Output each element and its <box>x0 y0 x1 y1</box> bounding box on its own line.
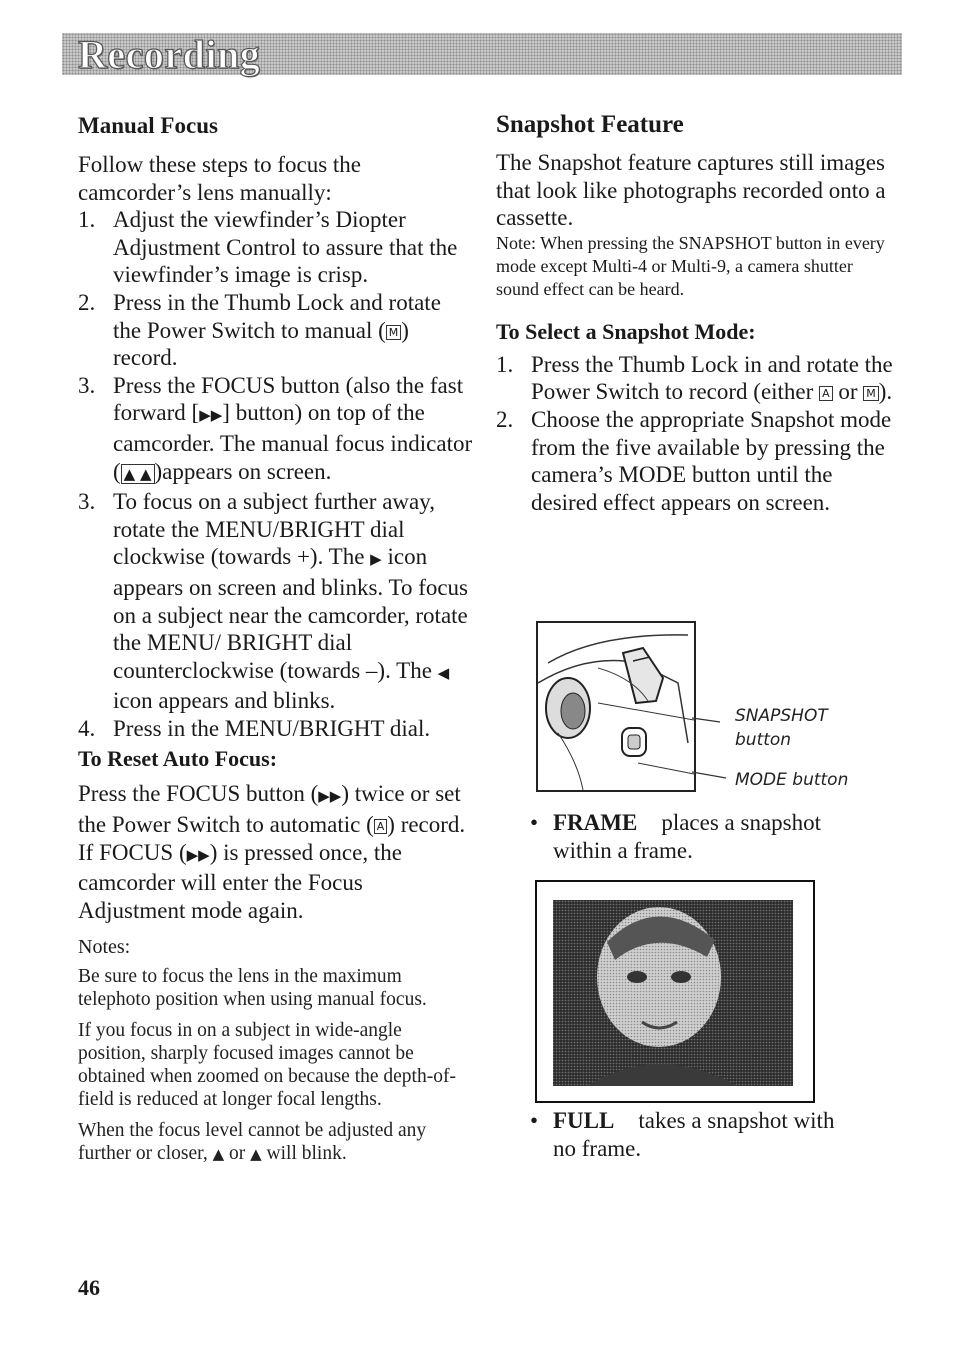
step-number: 2. <box>78 289 96 315</box>
step-text: ] button) on top of the camcorder. The manual focus indicator ( <box>113 400 473 484</box>
manual-focus-intro: Follow these steps to focus the camcorder’s lens manually: <box>78 152 361 205</box>
note-item: Be sure to focus the lens in the maximum telephoto position when using manual focus. <box>78 966 427 1011</box>
note-item: If you focus in on a subject in wide-angle position, sharply focused images cannot be obtained when zoomed on because the depth-of-field is reduced at longer focal lengths. <box>78 1020 456 1111</box>
mode-desc: places a snapshot <box>661 810 822 835</box>
bullet: • <box>530 1108 539 1133</box>
step-text: or <box>832 379 864 405</box>
mode-desc: within a frame. <box>553 837 693 863</box>
mode-full <box>496 1107 953 1162</box>
snapshot-feature-heading: Snapshot Feature <box>496 111 684 138</box>
reset-text: ) twice or set the Power Switch to automatic ( <box>78 781 461 838</box>
step-text: Press the FOCUS button (also the fast forward [ <box>113 372 464 426</box>
mode-frame <box>496 809 953 864</box>
note-text: will blink. <box>261 1143 347 1165</box>
select-mode-heading: To Select a Snapshot Mode: <box>496 318 756 344</box>
reset-text: ) record. If FOCUS ( <box>78 812 466 865</box>
auto-mode-icon: A <box>374 819 388 834</box>
fast-forward-icon: ▶▶ <box>318 787 342 806</box>
near-focus-icon: ▲ <box>212 1145 225 1164</box>
select-step-2 <box>496 406 896 516</box>
step-text: Adjust the viewfinder’s Diopter Adjustment Control to assure that the viewfinder’s image is crisp. <box>113 207 458 288</box>
step-text: icon appears and blinks. <box>113 688 336 714</box>
step-text: ) record. <box>113 317 409 371</box>
step-text: Press the Thumb Lock in and rotate the Power Switch to record (either <box>531 351 893 405</box>
step-number: 3. <box>78 489 96 515</box>
notes-heading: Notes: <box>78 936 131 959</box>
reset-auto-focus-text <box>78 780 473 924</box>
note-text: When the focus level cannot be adjusted any further or closer, <box>78 1120 427 1165</box>
camera-illustration <box>538 623 694 790</box>
focus-indicator-icon: ▲ ▲ <box>121 464 155 484</box>
step-number: 2. <box>496 406 514 432</box>
snapshot-button-label <box>735 704 828 752</box>
label-line: button <box>735 730 792 750</box>
step-number: 1. <box>496 351 514 377</box>
manual-mode-icon: M <box>863 386 879 401</box>
fast-forward-icon: ▶▶ <box>199 406 223 425</box>
step-text: Press in the Thumb Lock and rotate the Power Switch to manual ( <box>113 289 441 343</box>
select-step-1 <box>496 351 896 406</box>
far-focus-icon: ▲ <box>250 1145 262 1164</box>
snapshot-note: Note: When pressing the SNAPSHOT button in every mode except Multi-4 or Multi-9, a camera shutter sound effect can be heard. <box>496 232 885 299</box>
step-1 <box>78 206 473 289</box>
step-number: 3. <box>78 372 96 398</box>
step-3b <box>78 488 473 715</box>
mode-name: FRAME <box>553 810 638 835</box>
reset-auto-focus-heading: To Reset Auto Focus: <box>78 746 278 772</box>
frame-example-image <box>535 880 815 1103</box>
step-text: icon appears on screen and blinks. To focus on a subject near the camcorder, rotate the MENU/ BRIGHT dial counterclockwise (towards –). The <box>113 544 469 683</box>
step-2 <box>78 289 473 372</box>
step-number: 4. <box>78 715 96 741</box>
right-column <box>496 111 896 516</box>
step-number: 1. <box>78 207 96 233</box>
note-item <box>78 1119 473 1166</box>
step-3 <box>78 372 473 488</box>
step-text: To focus on a subject further away, rotate the MENU/BRIGHT dial clockwise (towards +). The <box>113 489 435 570</box>
bullet: • <box>530 810 539 835</box>
step-text: Choose the appropriate Snapshot mode from the five available by pressing the camera’s MODE button until the desired effect appears on screen. <box>531 406 892 515</box>
step-text: Press in the MENU/BRIGHT dial. <box>113 715 431 741</box>
reset-text: Press the FOCUS button ( <box>78 781 319 807</box>
auto-mode-icon: A <box>819 386 833 401</box>
mode-name: FULL <box>553 1108 615 1133</box>
focus-far-icon: ▶ <box>370 550 382 569</box>
section-title: Recording <box>78 32 261 77</box>
manual-mode-icon: M <box>386 325 402 340</box>
camera-buttons-figure <box>536 621 696 792</box>
left-column <box>78 113 473 1166</box>
section-banner <box>62 33 902 75</box>
mode-button-label: MODE button <box>735 770 849 790</box>
reset-text: ) is pressed once, the camcorder will enter the Focus Adjustment mode again. <box>78 839 402 923</box>
manual-focus-heading: Manual Focus <box>78 113 218 138</box>
label-line: SNAPSHOT <box>735 706 828 726</box>
child-portrait-photo <box>537 882 813 1101</box>
mode-desc: no frame. <box>553 1135 642 1161</box>
page-number: 46 <box>78 1275 100 1300</box>
step-4 <box>78 715 473 743</box>
snapshot-intro: The Snapshot feature captures still images that look like photographs recorded onto a cassette. <box>496 150 886 231</box>
fast-forward-icon: ▶▶ <box>186 845 210 864</box>
mode-desc: takes a snapshot with <box>638 1108 835 1133</box>
step-text: ). <box>878 379 893 405</box>
note-text: or <box>224 1143 251 1165</box>
focus-near-icon: ◀ <box>437 663 450 682</box>
step-text: )appears on screen. <box>154 458 332 484</box>
